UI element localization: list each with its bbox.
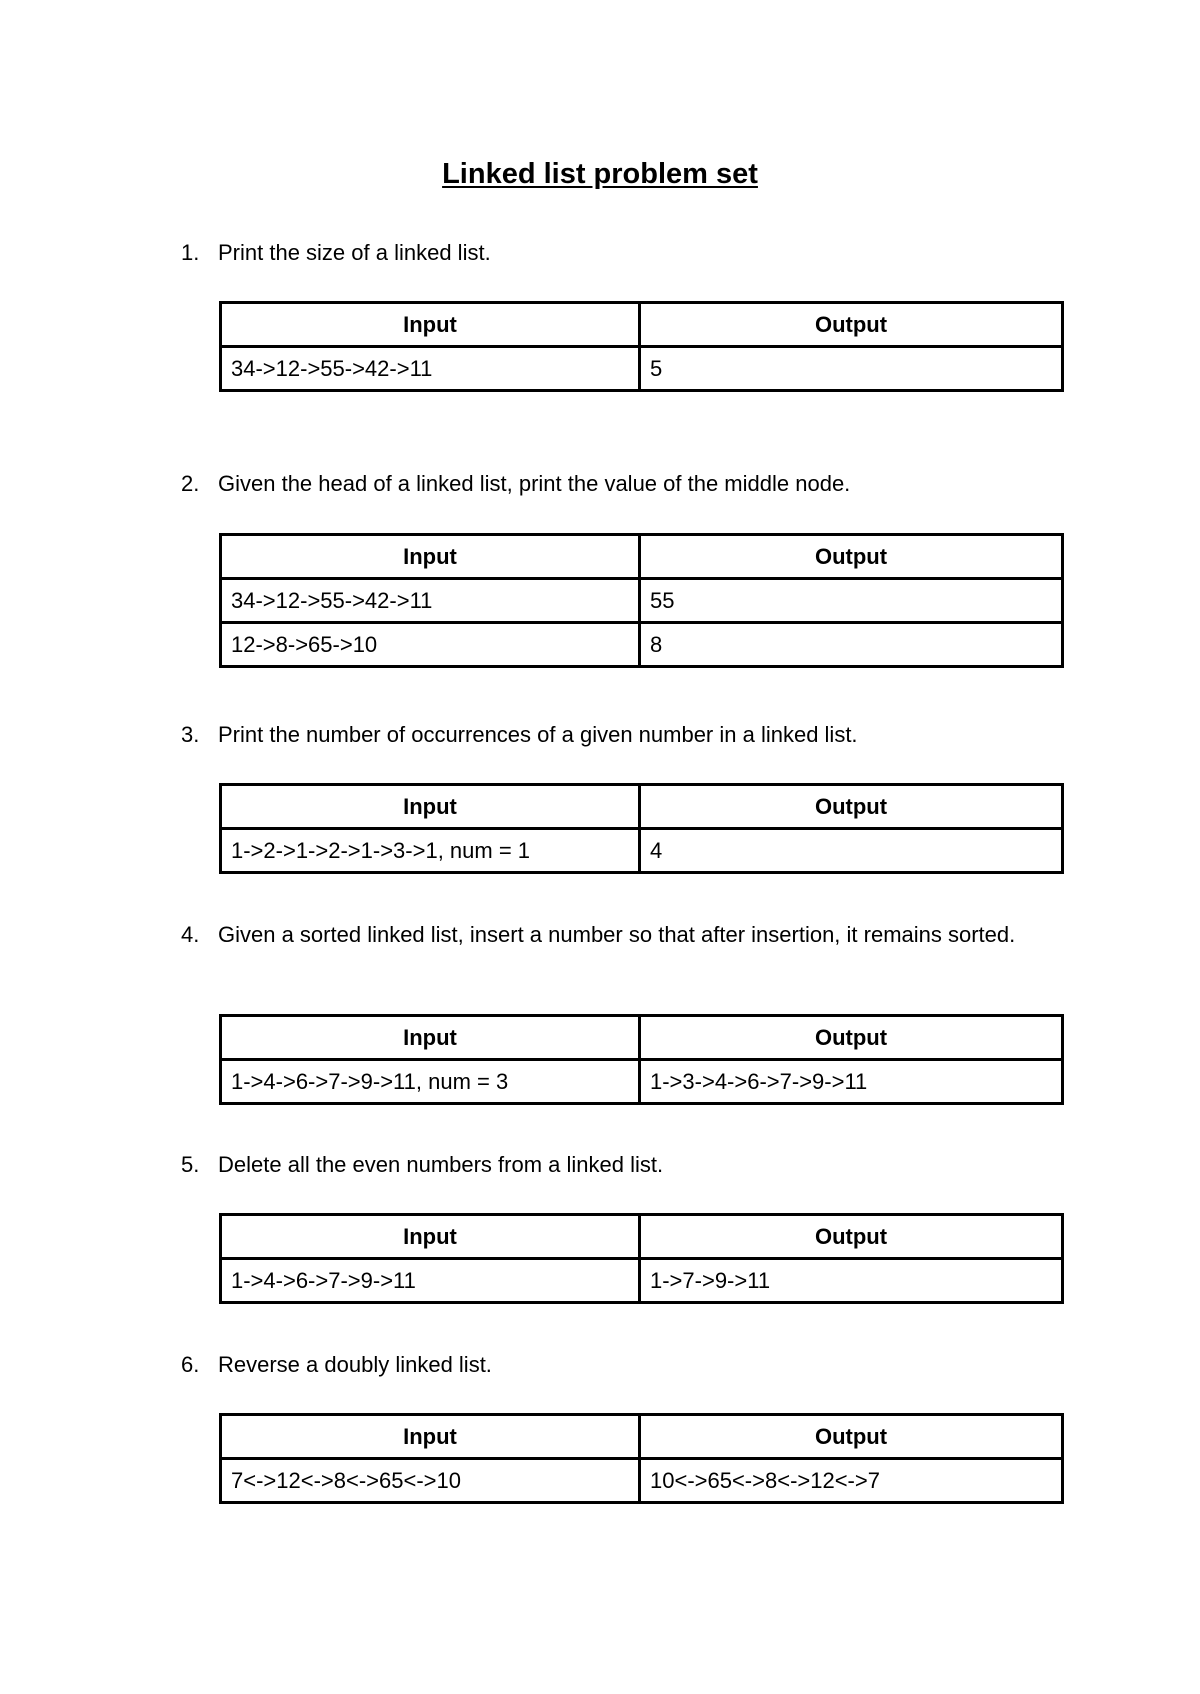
problem-1-statement	[181, 236, 1061, 269]
input-cell: 1->4->6->7->9->11	[221, 1259, 640, 1303]
problem-5-statement	[181, 1148, 1061, 1181]
table-row	[221, 1060, 1063, 1104]
problem-6-table	[219, 1413, 1064, 1504]
problem-3-text: Print the number of occurrences of a given number in a linked list.	[218, 722, 858, 747]
output-cell: 5	[640, 347, 1063, 391]
output-cell: 8	[640, 623, 1063, 667]
input-column-header: Input	[221, 1415, 640, 1459]
input-cell: 34->12->55->42->11	[221, 347, 640, 391]
table-row	[221, 347, 1063, 391]
problem-2-text: Given the head of a linked list, print the value of the middle node.	[218, 471, 851, 496]
problem-6-statement	[181, 1348, 1061, 1381]
table-header-row	[221, 1215, 1063, 1259]
problem-4-number: 4.	[181, 922, 200, 947]
output-cell: 4	[640, 829, 1063, 873]
problem-4-text: Given a sorted linked list, insert a number so that after insertion, it remains sorted.	[218, 922, 1016, 947]
output-column-header: Output	[640, 1215, 1063, 1259]
output-column-header: Output	[640, 1016, 1063, 1060]
problem-1-table	[219, 301, 1064, 392]
problem-1-text: Print the size of a linked list.	[218, 240, 491, 265]
problem-3-table	[219, 783, 1064, 874]
output-column-header: Output	[640, 535, 1063, 579]
output-column-header: Output	[640, 785, 1063, 829]
problem-2-table	[219, 533, 1064, 668]
input-column-header: Input	[221, 1016, 640, 1060]
input-column-header: Input	[221, 785, 640, 829]
input-column-header: Input	[221, 1215, 640, 1259]
table-header-row	[221, 303, 1063, 347]
table-header-row	[221, 1415, 1063, 1459]
output-cell: 1->3->4->6->7->9->11	[640, 1060, 1063, 1104]
input-column-header: Input	[221, 303, 640, 347]
document-title: Linked list problem set	[442, 158, 758, 190]
problem-2-statement	[181, 467, 1061, 500]
output-column-header: Output	[640, 1415, 1063, 1459]
input-cell: 1->2->1->2->1->3->1, num = 1	[221, 829, 640, 873]
output-cell: 1->7->9->11	[640, 1259, 1063, 1303]
input-cell: 1->4->6->7->9->11, num = 3	[221, 1060, 640, 1104]
table-header-row	[221, 535, 1063, 579]
problem-3-number: 3.	[181, 722, 200, 747]
problem-5-text: Delete all the even numbers from a linked list.	[218, 1152, 664, 1177]
problem-4-statement	[181, 918, 1061, 951]
table-header-row	[221, 1016, 1063, 1060]
problem-5-number: 5.	[181, 1152, 200, 1177]
problem-5-table	[219, 1213, 1064, 1304]
table-row	[221, 1459, 1063, 1503]
table-row	[221, 579, 1063, 623]
problem-4-table	[219, 1014, 1064, 1105]
input-cell: 7<->12<->8<->65<->10	[221, 1459, 640, 1503]
problem-1-number: 1.	[181, 240, 200, 265]
table-row	[221, 829, 1063, 873]
input-cell: 12->8->65->10	[221, 623, 640, 667]
table-row	[221, 623, 1063, 667]
problem-6-number: 6.	[181, 1352, 200, 1377]
input-cell: 34->12->55->42->11	[221, 579, 640, 623]
input-column-header: Input	[221, 535, 640, 579]
problem-3-statement	[181, 718, 1061, 751]
output-column-header: Output	[640, 303, 1063, 347]
output-cell: 10<->65<->8<->12<->7	[640, 1459, 1063, 1503]
output-cell: 55	[640, 579, 1063, 623]
table-row	[221, 1259, 1063, 1303]
problem-6-text: Reverse a doubly linked list.	[218, 1352, 492, 1377]
table-header-row	[221, 785, 1063, 829]
problem-2-number: 2.	[181, 471, 200, 496]
